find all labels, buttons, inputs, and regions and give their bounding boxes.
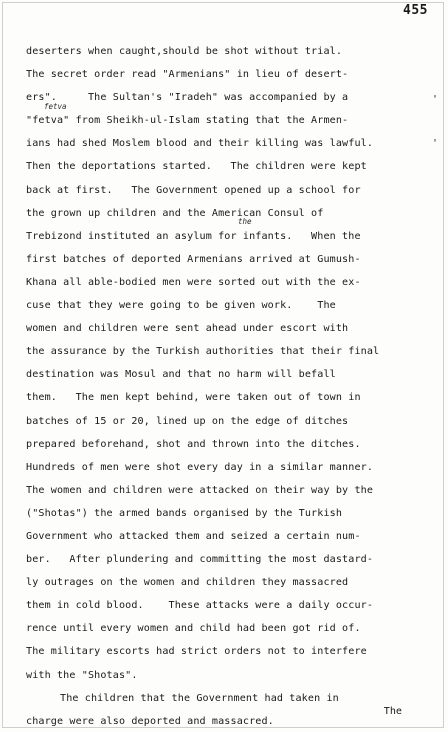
text-line: ber. After plundering and committing the most dastard- [26, 554, 374, 566]
text-line: ("Shotas") the armed bands organised by the Turkish [26, 507, 343, 519]
text-line: The women and children were attacked on their way by the [26, 484, 374, 496]
text-line: ers". The Sultan's "Iradeh" was accompanied by a [26, 92, 349, 104]
text-line: women and children were sent ahead under escort with [26, 323, 349, 335]
text-line: Khana all able-bodied men were sorted out with the ex- [26, 276, 361, 288]
text-line: them in cold blood. These attacks were a daily occur- [26, 600, 374, 612]
text-line: with the "Shotas". [26, 669, 138, 681]
text-line: the grown up children and the American Consul of [26, 207, 324, 219]
text-line: The children that the Government had taken in [60, 692, 339, 704]
text-line: The military escorts had strict orders not to interfere [26, 646, 367, 658]
text-line: the assurance by the Turkish authorities that their final [26, 346, 380, 358]
text-line: Government who attacked them and seized a certain num- [26, 530, 361, 542]
text-line: Trebizond instituted an asylum for infants. When the [26, 230, 361, 242]
text-line: Hundreds of men were shot every day in a similar manner. [26, 461, 374, 473]
text-line: prepared beforehand, shot and thrown into the ditches. [26, 438, 361, 450]
text-line: first batches of deported Armenians arrived at Gumush- [26, 253, 361, 265]
margin-mark: ' [431, 138, 438, 149]
page-number: 455 [403, 3, 428, 18]
text-line: ly outrages on the women and children they massacred [26, 577, 349, 589]
text-line: back at first. The Government opened up a school for [26, 184, 361, 196]
text-line: batches of 15 or 20, lined up on the edge of ditches [26, 415, 349, 427]
margin-mark: ' [431, 94, 438, 105]
text-line: ians had shed Moslem blood and their killing was lawful. [26, 138, 374, 150]
text-line: deserters when caught,should be shot without trial. [26, 46, 343, 57]
text-line: cuse that they were going to be given work. The [26, 300, 336, 312]
text-line: "fetva" from Sheikh-ul-Islam stating that the Armen- [26, 115, 349, 127]
document-body [26, 40, 426, 733]
text-line: rence until every women and child had been got rid of. [26, 623, 361, 635]
text-line: Then the deportations started. The children were kept [26, 161, 367, 173]
text-line: destination was Mosul and that no harm will befall [26, 369, 336, 381]
text-line: charge were also deported and massacred. [26, 715, 274, 727]
handwritten-insertion: the [238, 217, 252, 226]
catchword: The [383, 706, 402, 717]
text-line: them. The men kept behind, were taken out of town in [26, 392, 361, 404]
handwritten-correction: fetva [44, 102, 67, 111]
text-line: The secret order read "Armenians" in lieu of desert- [26, 69, 349, 81]
